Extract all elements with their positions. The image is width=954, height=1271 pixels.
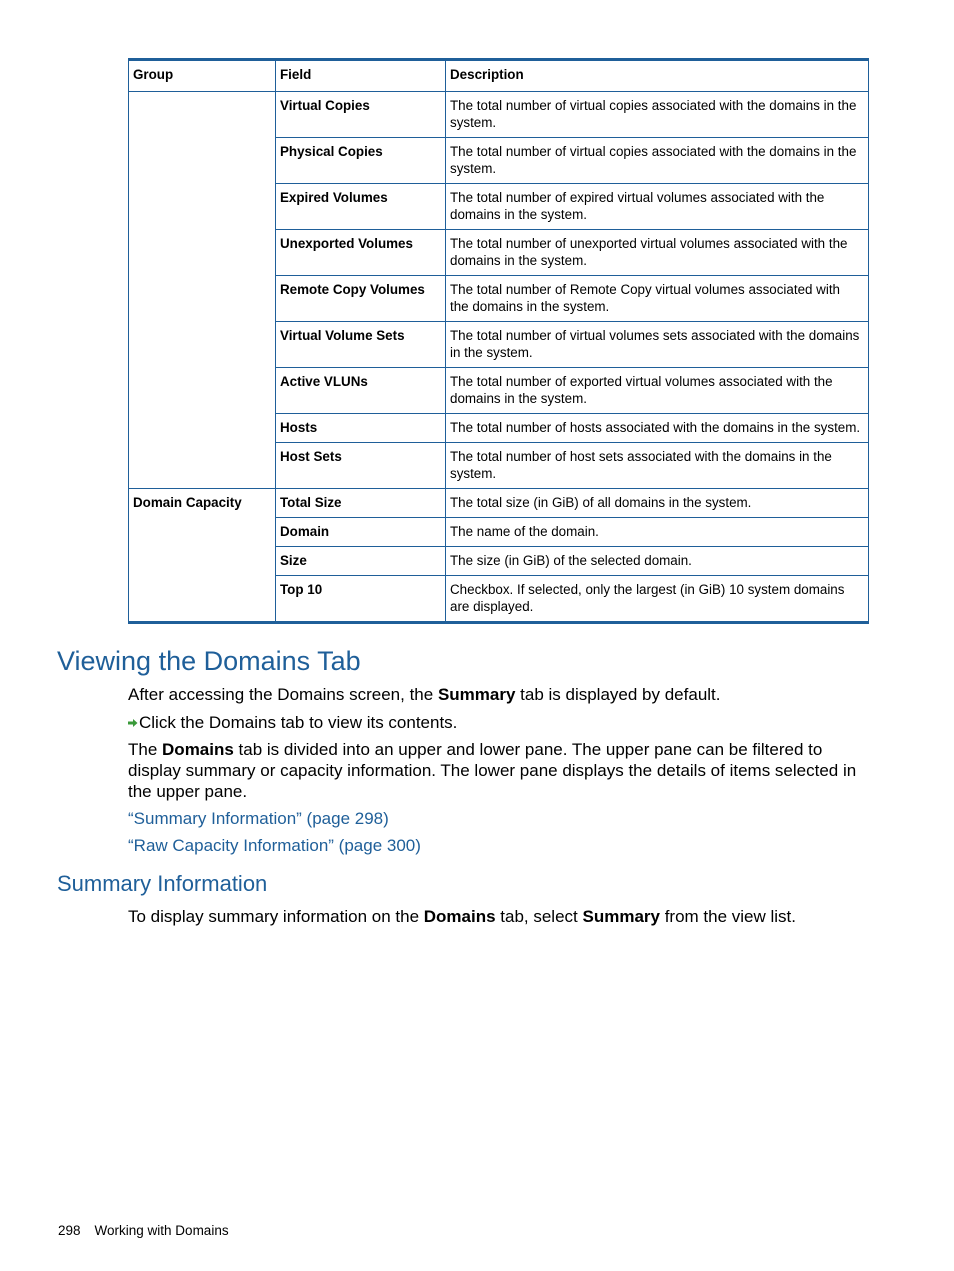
subsection-heading: Summary Information bbox=[57, 871, 268, 896]
description-cell: The total number of Remote Copy virtual volumes associated with the domains in the system. bbox=[446, 276, 869, 322]
description-cell: The total number of exported virtual volumes associated with the domains in the system. bbox=[446, 368, 869, 414]
description-cell: The name of the domain. bbox=[446, 518, 869, 547]
page-footer bbox=[58, 1223, 229, 1238]
field-cell: Active VLUNs bbox=[276, 368, 446, 414]
field-cell: Expired Volumes bbox=[276, 184, 446, 230]
description-cell: The size (in GiB) of the selected domain. bbox=[446, 547, 869, 576]
intro-paragraph bbox=[128, 684, 868, 705]
arrow-right-icon bbox=[128, 718, 138, 728]
table-row bbox=[129, 489, 869, 518]
desc-text-before: The bbox=[128, 740, 163, 759]
field-cell: Top 10 bbox=[276, 576, 446, 623]
field-cell: Virtual Copies bbox=[276, 92, 446, 138]
description-paragraph bbox=[128, 739, 868, 802]
summary-text-after: from the view list. bbox=[659, 907, 797, 926]
summary-text-bold-domains: Domains bbox=[423, 907, 496, 926]
group-cell: Domain Capacity bbox=[129, 489, 276, 623]
field-cell: Unexported Volumes bbox=[276, 230, 446, 276]
header-description: Description bbox=[446, 60, 869, 92]
link-summary-information[interactable]: “Summary Information” (page 298) bbox=[128, 809, 389, 828]
description-cell: The total number of hosts associated with the domains in the system. bbox=[446, 414, 869, 443]
field-cell: Domain bbox=[276, 518, 446, 547]
field-description-table bbox=[128, 58, 869, 624]
table-row bbox=[129, 92, 869, 138]
section-heading: Viewing the Domains Tab bbox=[57, 646, 361, 676]
desc-text-after: tab is divided into an upper and lower pane. The upper pane can be filtered to display summary or capacity information. The lower pane displays the details of items selected in the upper pane. bbox=[128, 740, 857, 801]
summary-text-middle: tab, select bbox=[495, 907, 583, 926]
desc-text-bold: Domains bbox=[162, 740, 234, 759]
intro-text-bold: Summary bbox=[437, 685, 516, 704]
header-field: Field bbox=[276, 60, 446, 92]
link-raw-capacity-information[interactable]: “Raw Capacity Information” (page 300) bbox=[128, 836, 421, 855]
description-cell: The total number of virtual volumes sets associated with the domains in the system. bbox=[446, 322, 869, 368]
reference-table-container bbox=[128, 58, 868, 624]
description-cell: Checkbox. If selected, only the largest (in GiB) 10 system domains are displayed. bbox=[446, 576, 869, 623]
summary-paragraph bbox=[128, 906, 868, 927]
intro-text-after: tab is displayed by default. bbox=[515, 685, 721, 704]
field-cell: Size bbox=[276, 547, 446, 576]
field-cell: Remote Copy Volumes bbox=[276, 276, 446, 322]
field-cell: Total Size bbox=[276, 489, 446, 518]
summary-text-bold-summary: Summary bbox=[582, 907, 660, 926]
description-cell: The total number of host sets associated with the domains in the system. bbox=[446, 443, 869, 489]
header-group: Group bbox=[129, 60, 276, 92]
field-cell: Host Sets bbox=[276, 443, 446, 489]
description-cell: The total number of unexported virtual volumes associated with the domains in the system. bbox=[446, 230, 869, 276]
step-paragraph bbox=[128, 712, 868, 733]
field-cell: Hosts bbox=[276, 414, 446, 443]
step-text: Click the Domains tab to view its contents. bbox=[139, 713, 458, 732]
description-cell: The total size (in GiB) of all domains in the system. bbox=[446, 489, 869, 518]
field-cell: Physical Copies bbox=[276, 138, 446, 184]
field-cell: Virtual Volume Sets bbox=[276, 322, 446, 368]
group-cell-empty bbox=[129, 92, 276, 489]
description-cell: The total number of virtual copies associated with the domains in the system. bbox=[446, 92, 869, 138]
description-cell: The total number of virtual copies associated with the domains in the system. bbox=[446, 138, 869, 184]
description-cell: The total number of expired virtual volumes associated with the domains in the system. bbox=[446, 184, 869, 230]
intro-text-before: After accessing the Domains screen, the bbox=[128, 685, 438, 704]
summary-text-before: To display summary information on the bbox=[128, 907, 424, 926]
page-number: 298 bbox=[58, 1223, 81, 1238]
chapter-title: Working with Domains bbox=[94, 1223, 229, 1238]
table-header-row bbox=[129, 60, 869, 92]
